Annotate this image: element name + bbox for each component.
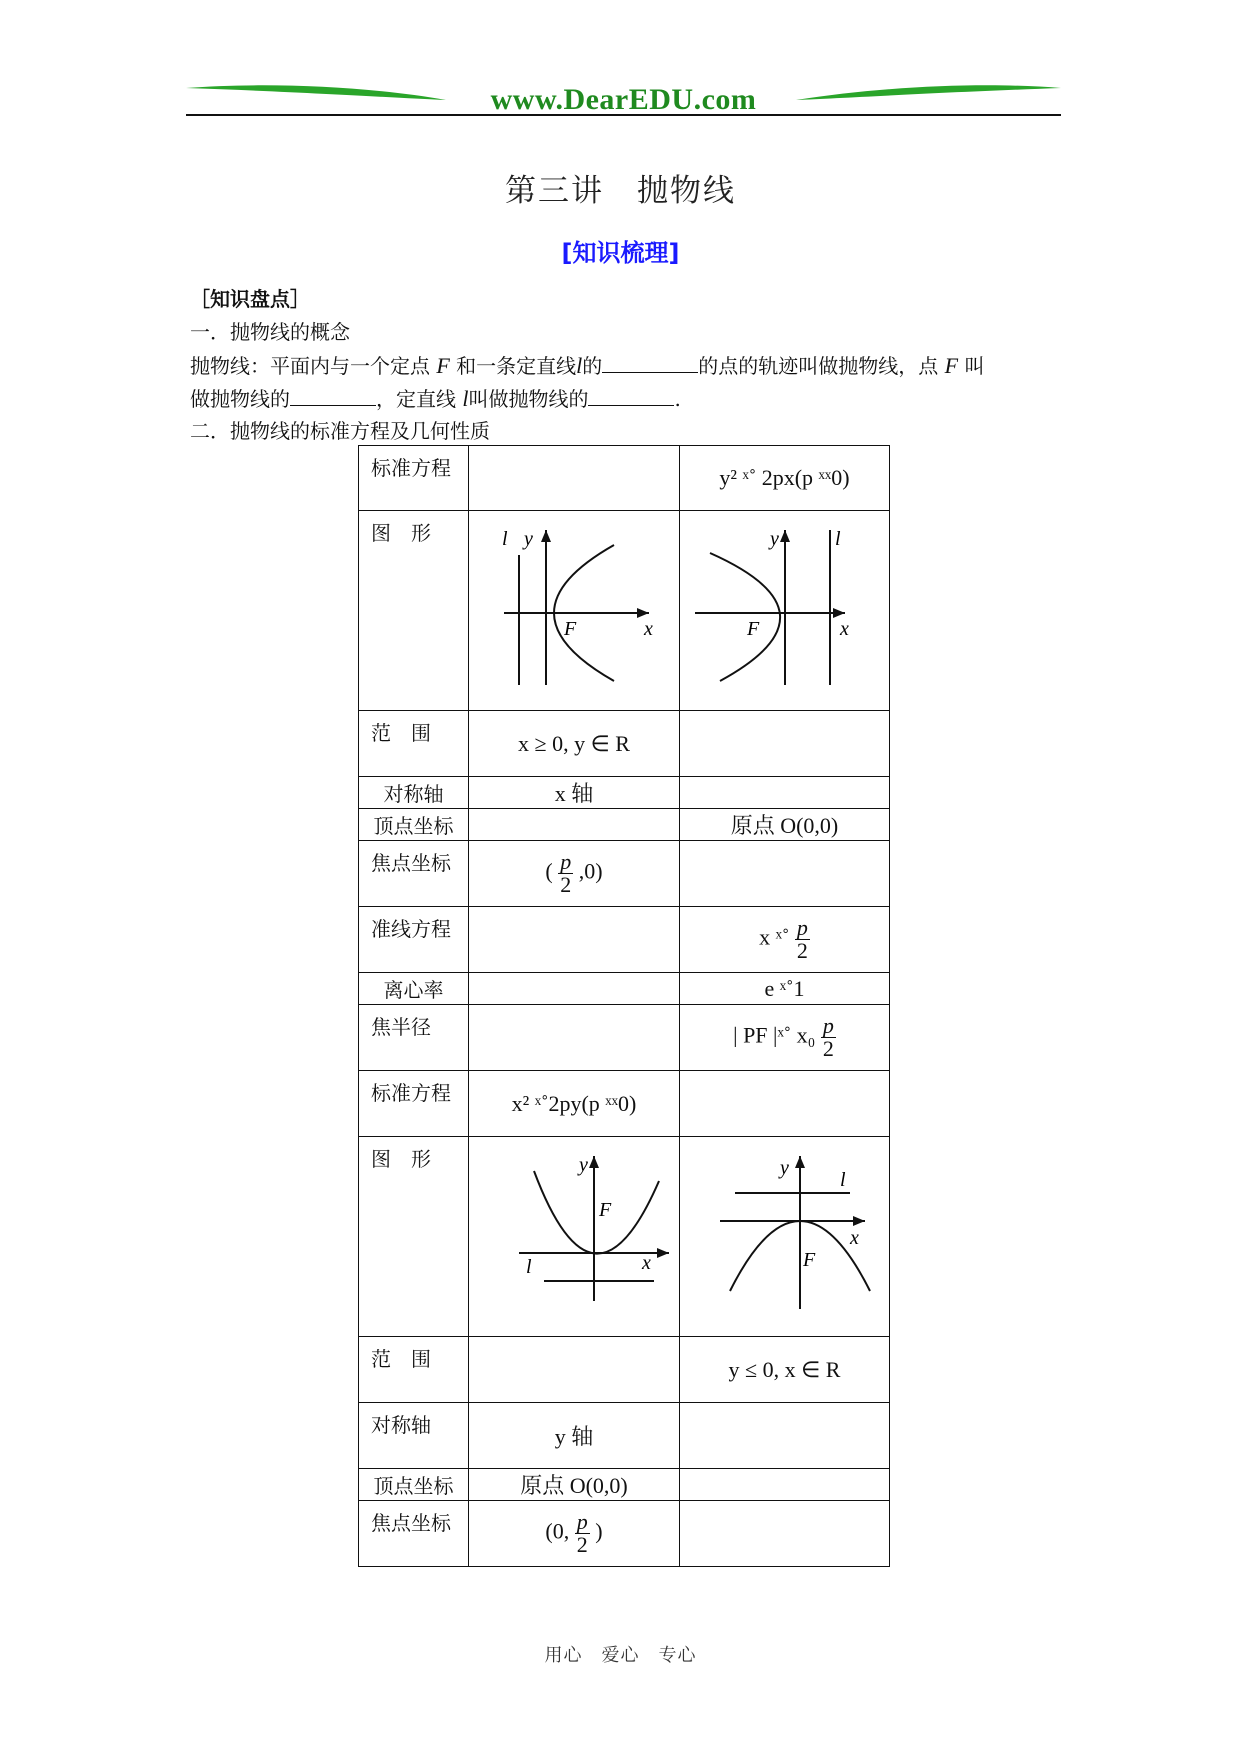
value-cell: x² ˣ˚2py(p ˣˣ0) — [469, 1071, 680, 1137]
page-header — [186, 80, 1061, 120]
y-axis-label: y — [779, 1157, 789, 1179]
row-label: 范 围 — [359, 711, 469, 777]
row-label: 焦半径 — [359, 1005, 469, 1071]
value-cell: x 轴 — [469, 777, 680, 809]
figure-cell — [680, 1137, 890, 1337]
definition-line-2: 做抛物线的 ，定直线 l叫做抛物线的 . — [190, 382, 1060, 415]
table-row — [359, 973, 890, 1005]
row-label: 顶点坐标 — [359, 1469, 469, 1501]
x-axis-label: x — [644, 618, 653, 640]
focus-label: F — [599, 1199, 612, 1221]
row-label: 焦点坐标 — [359, 841, 469, 907]
table-row — [359, 711, 890, 777]
directrix-label: l — [526, 1256, 532, 1278]
value-cell — [680, 1071, 890, 1137]
value-cell: (0, $\frac{p}{2}$ ) — [469, 1501, 680, 1567]
y-axis-label: y — [769, 528, 779, 550]
parabola-graph — [685, 515, 885, 700]
value-cell — [469, 907, 680, 973]
section1-heading: 一．抛物线的概念 — [190, 320, 350, 344]
row-label: 顶点坐标 — [359, 809, 469, 841]
table-row — [359, 1071, 890, 1137]
value-cell — [469, 446, 680, 511]
value-cell: x ≥ 0, y ∈ R — [469, 711, 680, 777]
row-label: 标准方程 — [359, 1071, 469, 1137]
section2-heading: 二．抛物线的标准方程及几何性质 — [190, 419, 490, 443]
table-row — [359, 511, 890, 711]
intro-text — [190, 283, 1060, 448]
value-cell — [469, 973, 680, 1005]
parabola-graph — [474, 1141, 674, 1326]
value-cell: ( $\frac{p}{2}$ ,0) — [469, 841, 680, 907]
focus-label: F — [564, 618, 577, 640]
table-row — [359, 1005, 890, 1071]
value-cell — [680, 841, 890, 907]
knowledge-label: ［知识盘点］ — [190, 287, 310, 311]
table-row — [359, 809, 890, 841]
table-row — [359, 1337, 890, 1403]
x-axis-label: x — [849, 1227, 859, 1249]
value-cell — [469, 809, 680, 841]
value-cell — [469, 1337, 680, 1403]
value-cell: x ˣ˚ $\frac{p}{2}$ — [680, 907, 890, 973]
blank-1 — [602, 350, 698, 373]
row-label: 离心率 — [359, 973, 469, 1005]
table-row — [359, 1137, 890, 1337]
parabola-graph — [474, 515, 674, 700]
x-axis-label: x — [839, 618, 849, 640]
value-cell: y 轴 — [469, 1403, 680, 1469]
page-footer: 用心 爱心 专心 — [544, 1645, 697, 1666]
row-label: 对称轴 — [359, 777, 469, 809]
value-cell: | PF |ˣ˚ x₀ $\frac{p}{2}$ — [680, 1005, 890, 1071]
row-label: 范 围 — [359, 1337, 469, 1403]
value-cell — [680, 711, 890, 777]
y-axis-label: y — [524, 528, 533, 550]
directrix-label: l — [502, 528, 508, 550]
row-label: 图 形 — [359, 1137, 469, 1337]
table-row — [359, 1501, 890, 1567]
table-row — [359, 907, 890, 973]
value-cell — [680, 1403, 890, 1469]
table-row — [359, 1403, 890, 1469]
row-label: 对称轴 — [359, 1403, 469, 1469]
row-label: 焦点坐标 — [359, 1501, 469, 1567]
table-row — [359, 1469, 890, 1501]
directrix-label: l — [834, 528, 841, 550]
value-cell: 原点 O(0,0) — [680, 809, 890, 841]
definition-line-1: 抛物线：平面内与一个定点 F 和一条定直线l的 的点的轨迹叫做抛物线，点 F 叫 — [190, 349, 1060, 382]
value-cell — [680, 777, 890, 809]
blank-2 — [290, 383, 376, 406]
row-label: 图 形 — [359, 511, 469, 711]
table-row — [359, 777, 890, 809]
x-axis-label: x — [642, 1252, 651, 1274]
table-row — [359, 446, 890, 511]
value-cell: y² ˣ˚ 2px(p ˣˣ0) — [680, 446, 890, 511]
figure-cell — [469, 1137, 680, 1337]
blank-3 — [588, 383, 674, 406]
value-cell: 原点 O(0,0) — [469, 1469, 680, 1501]
value-cell — [680, 1501, 890, 1567]
parabola-graph — [685, 1141, 885, 1326]
focus-label: F — [746, 618, 759, 640]
row-label: 标准方程 — [359, 446, 469, 511]
figure-cell — [680, 511, 890, 711]
value-cell: y ≤ 0, x ∈ R — [680, 1337, 890, 1403]
section-subtitle: [知识梳理] — [561, 239, 680, 267]
y-axis-label: y — [579, 1154, 588, 1176]
value-cell — [680, 1469, 890, 1501]
value-cell: e ˣ˚1 — [680, 973, 890, 1005]
site-logo: www.DearEDU.com — [490, 83, 757, 116]
parabola-properties-table — [358, 445, 890, 1567]
page-title: 第三讲 抛物线 — [505, 173, 736, 209]
figure-cell — [469, 511, 680, 711]
row-label: 准线方程 — [359, 907, 469, 973]
table-row — [359, 841, 890, 907]
value-cell — [469, 1005, 680, 1071]
focus-label: F — [802, 1249, 815, 1271]
directrix-label: l — [839, 1169, 846, 1191]
